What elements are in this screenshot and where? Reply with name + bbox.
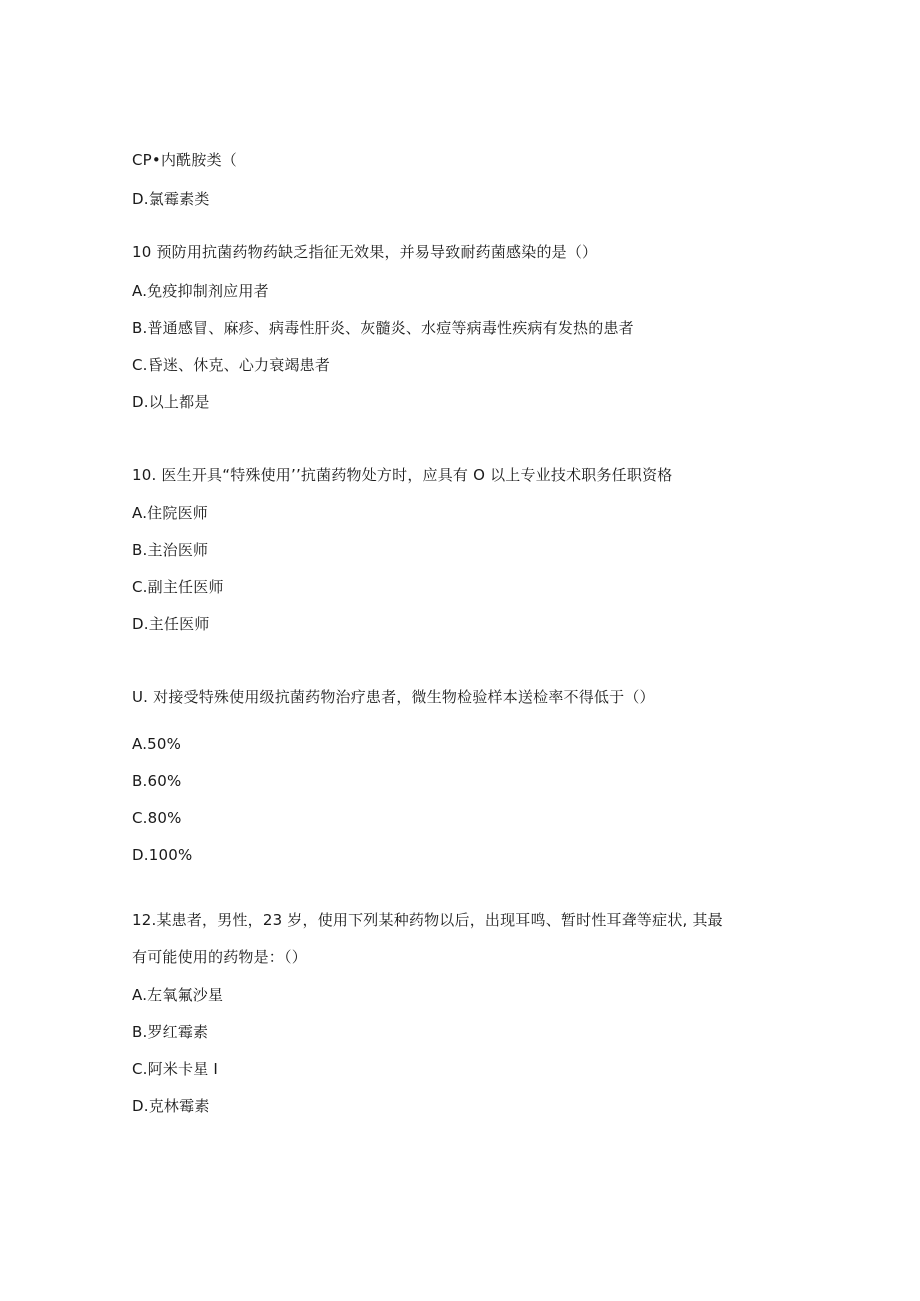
question-12-line-1: 12.某患者，男性，23 岁，使用下列某种药物以后，出现耳鸣、暂时性耳聋等症状, 其最 [132, 911, 723, 929]
question-10-second-option-a: A.住院医师 [132, 504, 208, 522]
question-10-first-option-a: A.免疫抑制剂应用者 [132, 282, 269, 300]
question-10-first-option-b: B.普通感冒、麻疹、病毒性肝炎、灰髓炎、水痘等病毒性疾病有发热的患者 [132, 319, 634, 337]
question-12-option-d: D.克林霉素 [132, 1097, 210, 1115]
question-10-first-option-d: D.以上都是 [132, 393, 210, 411]
question-10-second-option-b: B.主治医师 [132, 541, 209, 559]
question-10-first: 10 预防用抗菌药物药缺乏指征无效果，并易导致耐药菌感染的是（） [132, 243, 598, 261]
question-12-option-c: C.阿米卡星 I [132, 1060, 219, 1078]
question-11-option-b: B.60% [132, 772, 182, 790]
question-12-option-b: B.罗红霉素 [132, 1023, 209, 1041]
question-12-option-a: A.左氧氟沙星 [132, 986, 224, 1004]
question-11-option-c: C.80% [132, 809, 182, 827]
question-10-second: 10. 医生开具“特殊使用’’抗菌药物处方时，应具有 O 以上专业技术职务任职资格 [132, 466, 673, 484]
question-10-second-option-c: C.副主任医师 [132, 578, 224, 596]
question-12-line-2: 有可能使用的药物是：（） [132, 948, 307, 966]
question-11-option-d: D.100% [132, 846, 193, 864]
question-11: U. 对接受特殊使用级抗菌药物治疗患者，微生物检验样本送检率不得低于（） [132, 688, 655, 706]
prev-option-d: D.氯霉素类 [132, 190, 210, 208]
question-10-second-option-d: D.主任医师 [132, 615, 210, 633]
prev-option-c: CP•内酰胺类（ [132, 151, 237, 169]
question-11-option-a: A.50% [132, 735, 182, 753]
question-10-first-option-c: C.昏迷、休克、心力衰竭患者 [132, 356, 331, 374]
